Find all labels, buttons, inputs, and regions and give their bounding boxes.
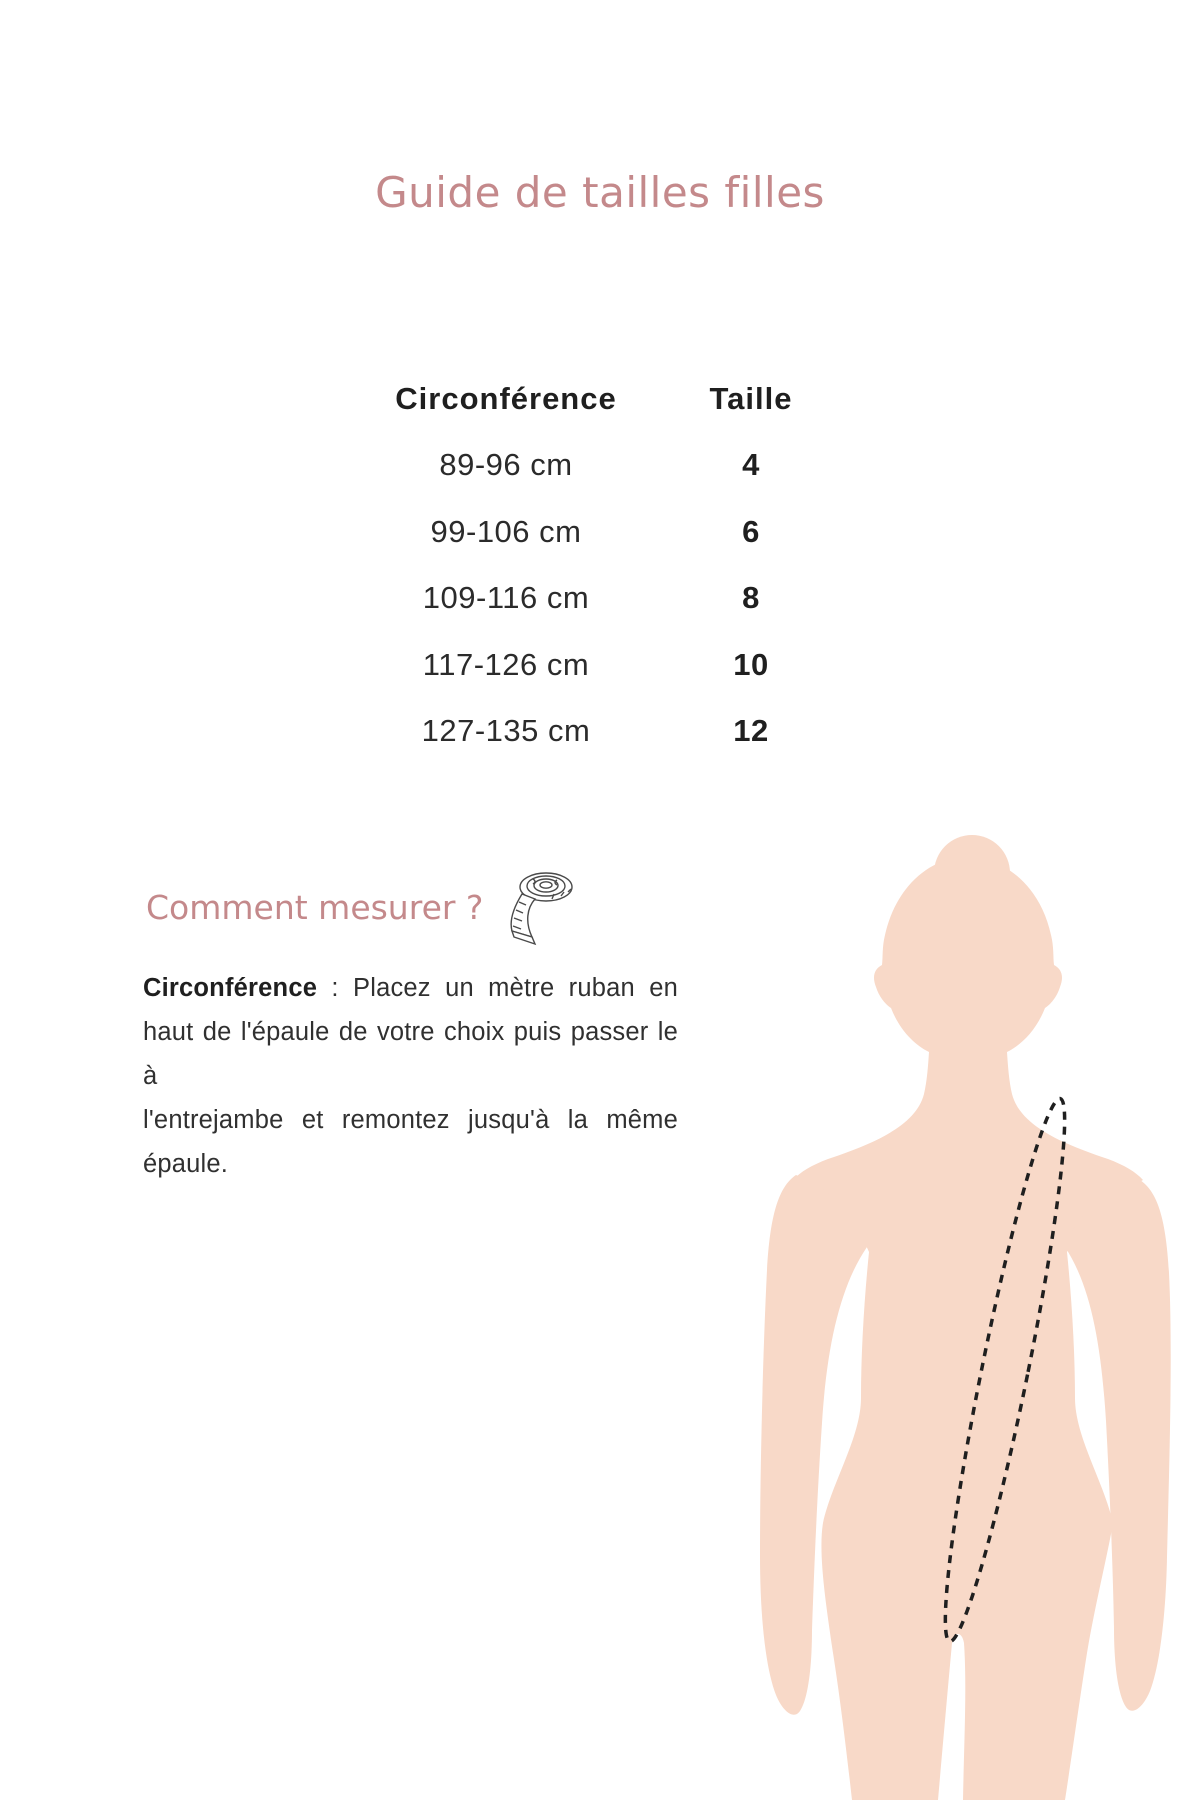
- measure-instructions: [143, 966, 678, 1186]
- size-value: 8: [742, 580, 760, 616]
- instruction-term: Circonférence: [143, 974, 318, 1002]
- size-value: 4: [742, 447, 760, 483]
- circumference-header: Circonférence: [395, 381, 617, 416]
- instruction-line: haut de l'épaule de votre choix puis passer le à: [143, 1018, 678, 1090]
- table-row: [366, 565, 816, 632]
- page-title: Guide de tailles filles: [375, 168, 825, 217]
- table-row: [366, 499, 816, 566]
- circumference-value: 117-126 cm: [422, 646, 590, 682]
- size-value: 12: [733, 713, 769, 749]
- body-silhouette-illustration: [680, 725, 1200, 1800]
- size-header: Taille: [709, 381, 793, 416]
- measuring-tape-icon: [505, 866, 577, 946]
- circumference-value: 109-116 cm: [422, 580, 590, 616]
- size-value: 6: [742, 513, 760, 549]
- circumference-value: 89-96 cm: [439, 447, 573, 483]
- circumference-value: 99-106 cm: [430, 513, 582, 549]
- circumference-value: 127-135 cm: [421, 713, 591, 749]
- instruction-text: : Placez un mètre ruban en: [317, 974, 678, 1002]
- silhouette-body: [793, 857, 1143, 1800]
- instruction-line: épaule.: [143, 1150, 229, 1178]
- size-value: 10: [733, 646, 769, 682]
- table-row: [366, 632, 816, 699]
- instruction-line: l'entrejambe et remontez jusqu'à la même: [143, 1106, 678, 1134]
- size-table: [366, 366, 816, 765]
- table-row: [366, 432, 816, 499]
- instruction-line: [143, 966, 678, 1010]
- how-to-measure-heading: Comment mesurer ?: [146, 888, 484, 927]
- size-table-header: [366, 366, 816, 432]
